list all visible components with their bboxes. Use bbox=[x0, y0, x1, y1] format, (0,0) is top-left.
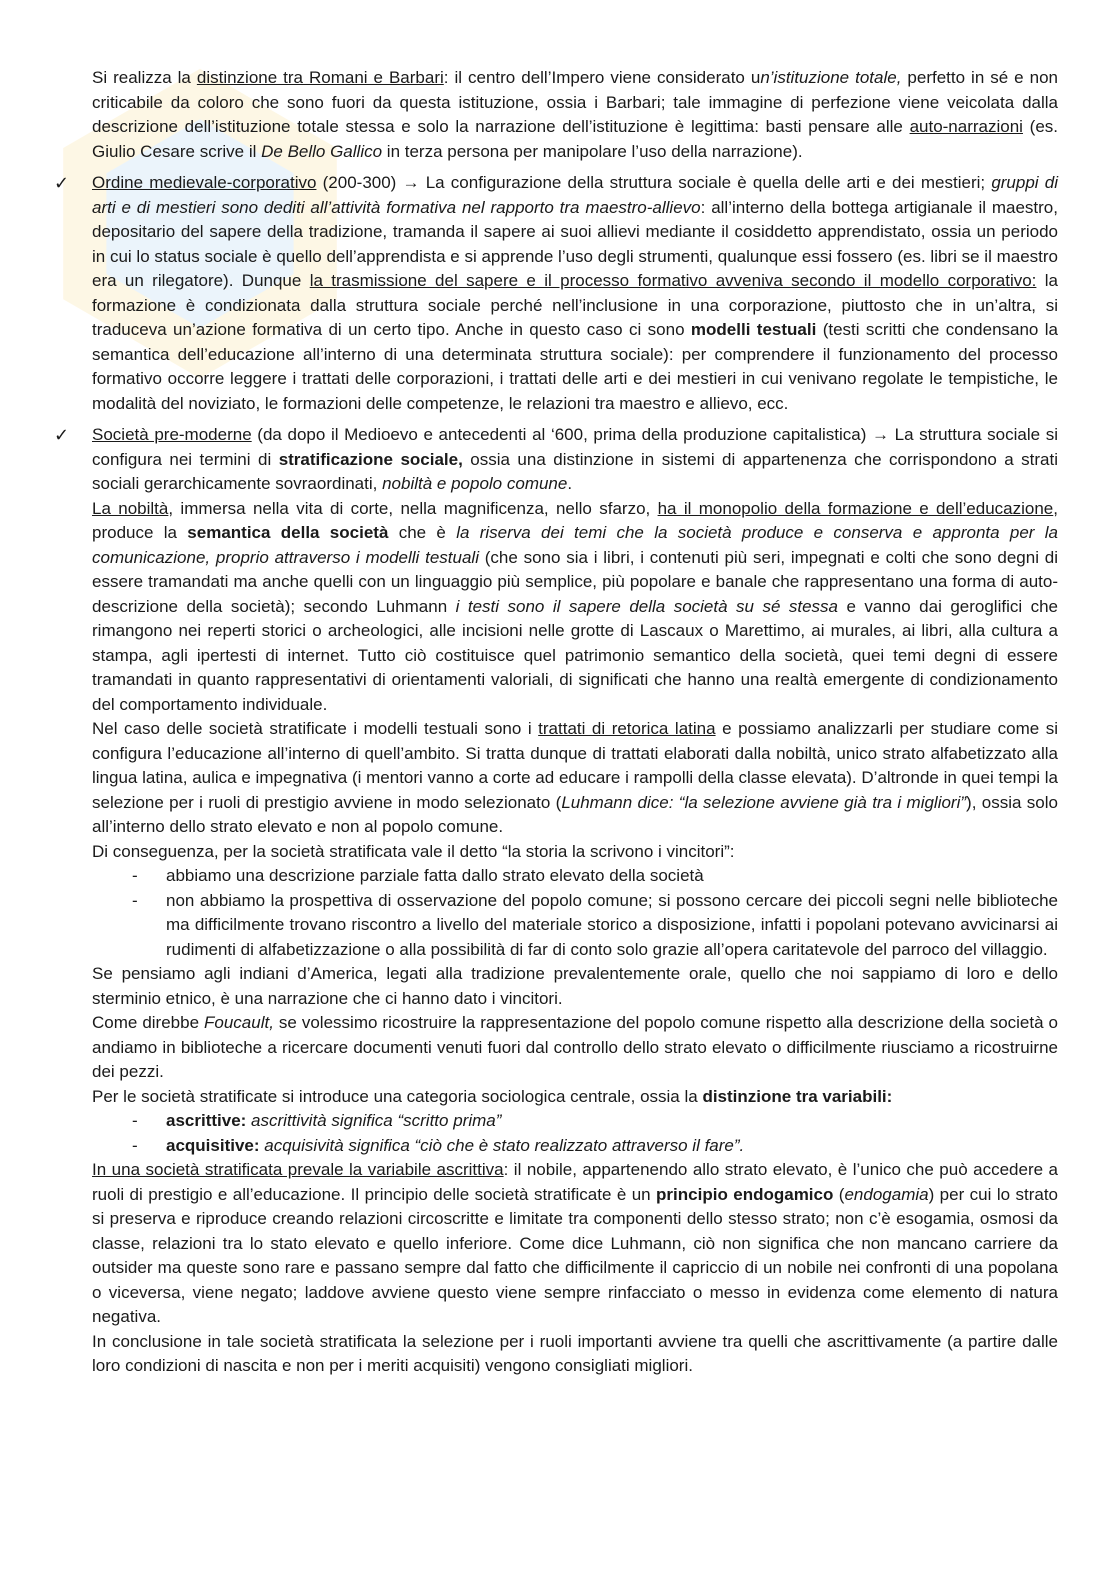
list-item: - acquisitive: acquisività significa “ciò che è stato realizzato attraverso il fare”. bbox=[92, 1134, 1058, 1159]
checkmark-icon: ✓ bbox=[54, 425, 70, 445]
paragraph-premodern: Società pre-moderne (da dopo il Medioevo e antecedenti al ‘600, prima della produzione capitalistica) → La struttura sociale si configura nei termini di stratificazione sociale, ossia una distinzione in sistemi di appartenenza che corrispondono a strati sociali gerarchicamente sovraordinati, nobiltà e popolo comune. bbox=[92, 425, 1058, 493]
paragraph-consequence: Di conseguenza, per la società stratificata vale il detto “la storia la scrivono i vincitori”: bbox=[92, 841, 735, 861]
paragraph-indians: Se pensiamo agli indiani d’America, legati alla tradizione prevalentemente orale, quello che noi sappiamo di loro e dello sterminio etnico, è una narrazione che ci hanno dato i vincitori. bbox=[92, 964, 1058, 1008]
variables-list bbox=[92, 1109, 1058, 1158]
list-item: - abbiamo una descrizione parziale fatta dallo strato elevato della società bbox=[92, 864, 1058, 889]
paragraph-nobility: La nobiltà, immersa nella vita di corte, nella magnificenza, nello sfarzo, ha il monopolio della formazione e dell’educazione, produce la semantica della società che è la riserva dei temi che la società produce e conserva e appronta per la comunicazione, proprio attraverso i modelli testuali (che sono sia i libri, i contenuti più seri, impegnati e colti che sono degni di essere tramandati ma anche quelli con un linguaggio più semplice, più popolare e banale che rappresentano una forma di auto-descrizione della società); secondo Luhmann i testi sono il sapere della società su sé stessa e vanno dai geroglifici che rimangono nei reperti storici o archeologici, alle incisioni nelle grotte di Lascaux o Marettimo, ai murales, ai libri, alla cultura a stampa, agli ipertesti di internet. Tutto ciò costituisce quel patrimonio semantico della società, quei temi degni di essere tramandati in quanto rappresentativi di orientamenti valoriali, di significati che hanno una realtà emergente di condizionamento del comportamento individuale. bbox=[92, 498, 1058, 714]
paragraph-variables: Per le società stratificate si introduce una categoria sociologica centrale, ossia la distinzione tra variabili: bbox=[92, 1086, 893, 1106]
paragraph-stratified: Nel caso delle società stratificate i modelli testuali sono i trattati di retorica latina e possiamo analizzarli per studiare come si configura l’educazione all’interno di quell’ambito. Si tratta dunque di trattati elaborati dalla nobiltà, unico strato alfabetizzato alla lingua latina, aulica e impegnativa (i mentori vanno a corte ad educare i rampolli della classe elevata). D’altronde in quei tempi la selezione per i ruoli di prestigio avviene in modo selezionato (Luhmann dice: “la selezione avviene già tra i migliori”), ossia solo all’interno dello strato elevato e non al popolo comune. bbox=[92, 719, 1058, 836]
paragraph-ascriptive: In una società stratificata prevale la variabile ascrittiva: il nobile, appartenendo allo strato elevato, è l’unico che può accedere a ruoli di prestigio e all’educazione. Il principio delle società stratificate è un principio endogamico (endogamia) per cui lo strato si preserva e riproduce creando relazioni circoscritte e limitate tra componenti dello stesso strato; non c’è esogamia, osmosi da classe, relazioni tra lo stato elevato e quello inferiore. Come dice Luhmann, ciò non significa che non mancano carriere da outsider ma queste sono rare e passano sempre dal fatto che difficilmente il capriccio di un nobile nei confronti di una popolana o viceversa, viene negato; laddove avviene questo viene sempre rinfacciato o messo in evidenza come elemento di natura negativa. bbox=[92, 1160, 1058, 1326]
consequence-list bbox=[92, 864, 1058, 962]
bullet-medieval bbox=[54, 171, 1058, 416]
checkmark-icon: ✓ bbox=[54, 173, 70, 193]
document-body bbox=[54, 66, 1058, 1379]
bullet-premodern bbox=[54, 423, 1058, 1379]
paragraph-foucault: Come direbbe Foucault, se volessimo ricostruire la rappresentazione del popolo comune rispetto alla descrizione della società o andiamo in biblioteche a ricercare documenti venuti fuori dal controllo dello strato elevato o difficilmente riusciamo a ricostruirne dei pezzi. bbox=[92, 1013, 1058, 1081]
paragraph-medieval: Ordine medievale-corporativo (200-300) → La configurazione della struttura sociale è quella delle arti e dei mestieri; gruppi di arti e di mestieri sono dediti all’attività formativa nel rapporto tra maestro-allievo: all’interno della bottega artigianale il maestro, depositario del sapere della tradizione, tramanda il sapere ai suoi allievi mediante il cosiddetto apprendistato, ossia un periodo in cui lo status sociale è quello dell’apprendista e si apprende l’uso degli strumenti, qualunque essi fossero (es. libri se il maestro era un rilegatore). Dunque la trasmissione del sapere e il processo formativo avveniva secondo il modello corporativo: la formazione è condizionata dalla struttura sociale perché nell’inclusione in una corporazione, piuttosto che in un’altra, si traduceva un’azione formativa di un certo tipo. Anche in questo caso ci sono modelli testuali (testi scritti che condensano la semantica dell’educazione all’interno di una determinata struttura sociale): per comprendere il funzionamento del processo formativo occorre leggere i trattati delle corporazioni, i trattati delle arti e dei mestieri in cui venivano regolate le tempistiche, le modalità del noviziato, le formazioni delle competenze, le relazioni tra maestro e allievo, ecc. bbox=[92, 173, 1058, 413]
list-item: - ascrittive: ascrittività significa “scritto prima” bbox=[92, 1109, 1058, 1134]
list-item: - non abbiamo la prospettiva di osservazione del popolo comune; si possono cercare dei piccoli segni nelle biblioteche ma difficilmente trovano riscontro a livello del materiale storico a disposizione, infatti i popolani potevano avvicinarsi ai rudimenti di alfabetizzazione o alla possibilità di far di conto solo grazie all’opera caritatevole del parroco del villaggio. bbox=[92, 889, 1058, 963]
paragraph-conclusion: In conclusione in tale società stratificata la selezione per i ruoli importanti avviene tra quelli che ascrittivamente (a partire dalle loro condizioni di nascita e non per i meriti acquisiti) vengono consigliati migliori. bbox=[92, 1331, 1058, 1375]
paragraph-intro: Si realizza la distinzione tra Romani e Barbari: il centro dell’Impero viene considerato un’istituzione totale, perfetto in sé e non criticabile da coloro che sono fuori da questa istituzione, ossia i Barbari; tale immagine di perfezione viene veicolata dalla descrizione dell’istituzione totale stessa e solo la narrazione dell’istituzione è legittima: basti pensare alle auto-narrazioni (es. Giulio Cesare scrive il De Bello Gallico in terza persona per manipolare l’uso della narrazione). bbox=[92, 68, 1058, 161]
